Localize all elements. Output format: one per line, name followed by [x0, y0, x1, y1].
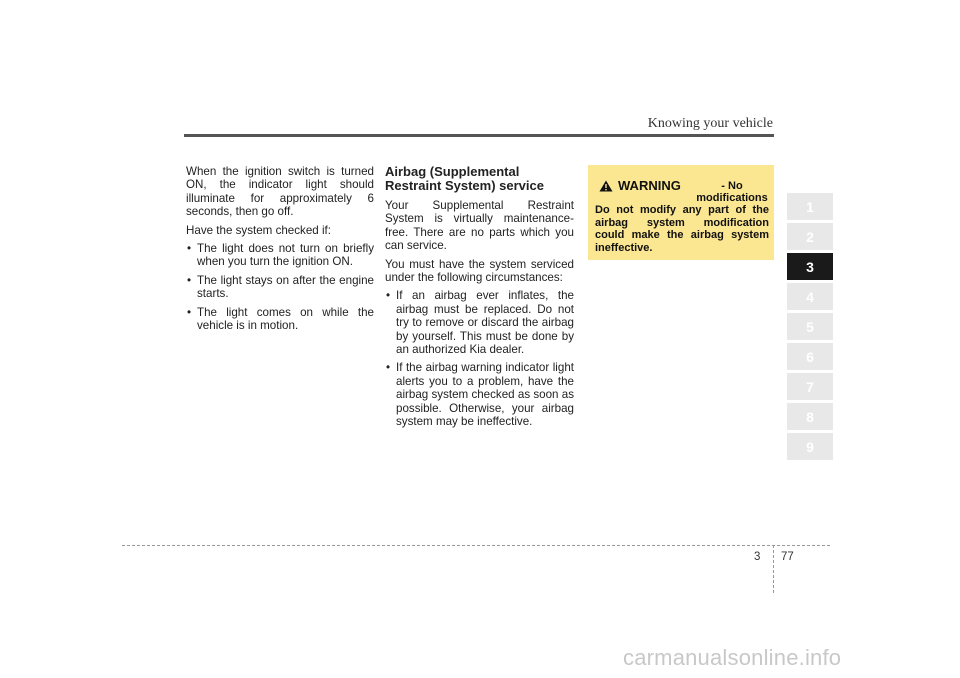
list-item: • The light comes on while the vehicle is in motion. — [186, 306, 374, 333]
chapter-tab[interactable]: 6 — [787, 343, 833, 370]
chapter-tab-active[interactable]: 3 — [787, 253, 833, 280]
warning-label: WARNING — [618, 178, 681, 193]
service-list — [385, 289, 574, 428]
warning-triangle-icon — [599, 179, 613, 191]
service-paragraph-1: Your Supplemental Restraint System is virtually maintenance-free. There are no parts which you can service. — [385, 199, 574, 253]
warning-header — [596, 173, 768, 203]
chapter-tab[interactable]: 4 — [787, 283, 833, 310]
chapter-tab[interactable]: 1 — [787, 193, 833, 220]
chapter-tab[interactable]: 9 — [787, 433, 833, 460]
header-rule — [184, 134, 774, 137]
warning-box — [588, 165, 774, 260]
service-paragraph-2: You must have the system serviced under the following circumstances: — [385, 257, 574, 285]
warning-subtitle: - No modifications — [696, 180, 768, 204]
list-item: • If the airbag warning indicator light alerts you to a problem, have the airbag system checked as soon as possible. Otherwise, your airbag system may be ineffective. — [385, 361, 574, 428]
left-column — [186, 165, 374, 337]
warning-body: Do not modify any part of the airbag system modification could make the airbag system ineffective. — [595, 204, 769, 254]
lead-paragraph: Have the system checked if: — [186, 223, 331, 237]
list-item: • The light does not turn on briefly when you turn the ignition ON. — [186, 242, 374, 269]
chapter-tab[interactable]: 8 — [787, 403, 833, 430]
page-section-number: 3 — [754, 551, 761, 563]
running-header-title: Knowing your vehicle — [647, 116, 773, 131]
watermark: carmanualsonline.info — [623, 645, 842, 670]
middle-column — [385, 165, 574, 434]
chapter-tab[interactable]: 5 — [787, 313, 833, 340]
footer-rule — [122, 545, 830, 546]
check-list — [186, 242, 374, 332]
page-divider — [773, 545, 774, 593]
list-item: • The light stays on after the engine starts. — [186, 274, 374, 301]
list-item: • If an airbag ever inflates, the airbag must be replaced. Do not try to remove or discard the airbag by yourself. This must be done by an authorized Kia dealer. — [385, 289, 574, 356]
chapter-tabs — [787, 193, 833, 463]
page-number: 77 — [781, 551, 794, 563]
chapter-tab[interactable]: 2 — [787, 223, 833, 250]
chapter-tab[interactable]: 7 — [787, 373, 833, 400]
intro-paragraph: When the ignition switch is turned ON, the indicator light should illuminate for approximately 6 seconds, then go off. — [186, 165, 374, 219]
section-heading: Airbag (Supplemental Restraint System) service — [385, 164, 544, 193]
